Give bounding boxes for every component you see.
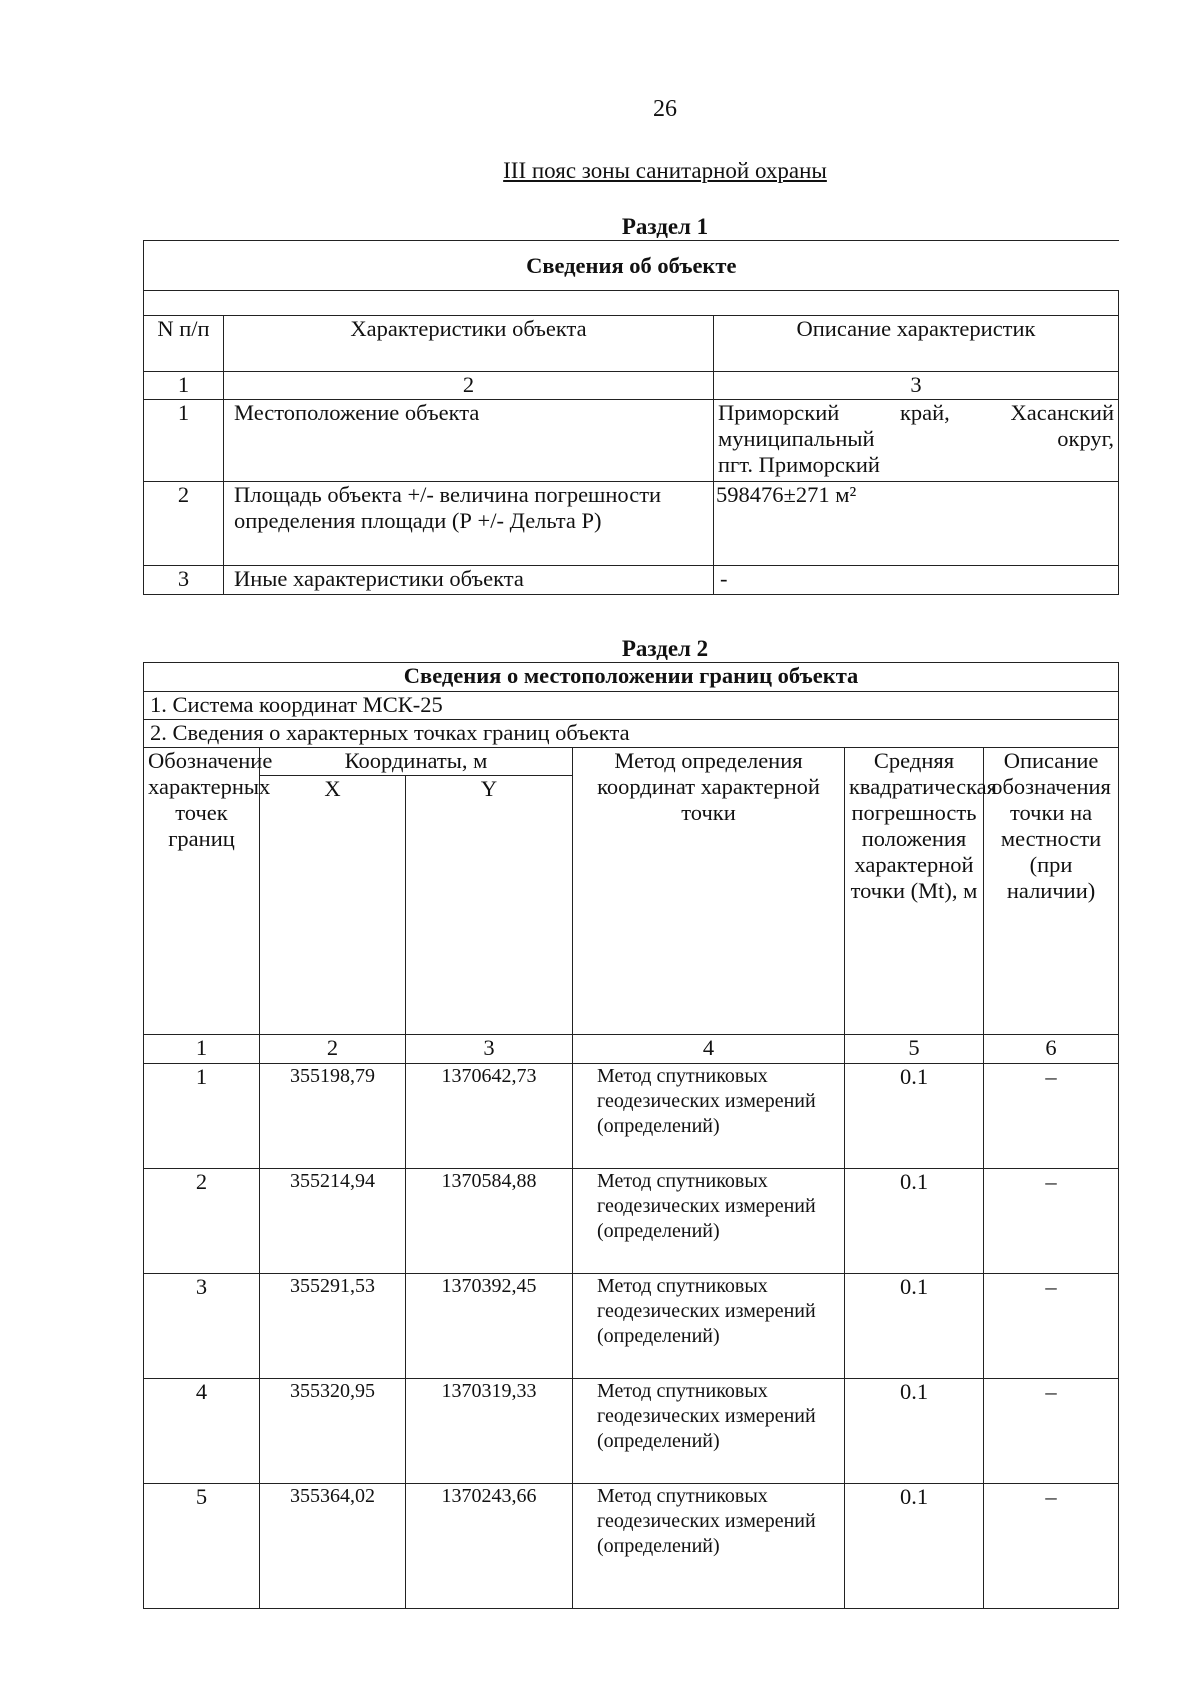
colnum-1: 1 [144,1035,260,1064]
point-method: Метод спутниковых геодезических измерений (определений) [573,1064,845,1169]
point-mt: 0.1 [845,1274,984,1379]
point-number: 4 [144,1379,260,1484]
point-method: Метод спутниковых геодезических измерений (определений) [573,1274,845,1379]
point-y: 1370319,33 [406,1379,573,1484]
empty-row [144,291,1119,316]
colnum-3: 3 [406,1035,573,1064]
point-y: 1370642,73 [406,1064,573,1169]
point-method: Метод спутниковых геодезических измерений (определений) [573,1169,845,1274]
table-row [144,1379,1119,1484]
point-description: – [984,1379,1119,1484]
point-x: 355214,94 [260,1169,406,1274]
header-x: X [260,776,406,1035]
coord-system: 1. Система координат МСК-25 [144,692,1119,720]
row-number: 1 [144,400,224,482]
point-method: Метод спутниковых геодезических измерений (определений) [573,1484,845,1609]
zone-title: III пояс зоны санитарной охраны [503,158,827,183]
boundary-points-table [143,662,1119,1609]
row-characteristic: Иные характеристики объекта [224,566,714,595]
colnum-3: 3 [714,372,1119,400]
table-row [144,1274,1119,1379]
desc-line: пгт. Приморский [718,452,880,477]
point-mt: 0.1 [845,1064,984,1169]
point-number: 3 [144,1274,260,1379]
header-n: N п/п [144,316,224,372]
header-y: Y [406,776,573,1035]
point-description: – [984,1274,1119,1379]
point-mt: 0.1 [845,1169,984,1274]
boundary-table-title: Сведения о местоположении границ объекта [144,663,1119,692]
row-number: 3 [144,566,224,595]
point-description: – [984,1169,1119,1274]
point-number: 1 [144,1064,260,1169]
table-row [144,1169,1119,1274]
point-description: – [984,1064,1119,1169]
header-rmse: Средняя квадратическая погрешность положения характерной точки (Mt), м [845,748,984,1035]
point-x: 355291,53 [260,1274,406,1379]
row-description: - [714,566,1119,595]
section2-heading: Раздел 2 [621,636,709,661]
header-characteristics: Характеристики объекта [224,316,714,372]
row-description: 598476±271 м² [714,482,1119,566]
point-x: 355364,02 [260,1484,406,1609]
row-number: 2 [144,482,224,566]
point-number: 5 [144,1484,260,1609]
colnum-2: 2 [260,1035,406,1064]
header-point-description: Описание обозначения точки на местности (при наличии) [984,748,1119,1035]
row-characteristic: Местоположение объекта [224,400,714,482]
point-method: Метод спутниковых геодезических измерений (определений) [573,1379,845,1484]
colnum-5: 5 [845,1035,984,1064]
point-y: 1370243,66 [406,1484,573,1609]
point-x: 355320,95 [260,1379,406,1484]
points-title: 2. Сведения о характерных точках границ объекта [144,720,1119,748]
point-description: – [984,1484,1119,1609]
colnum-4: 4 [573,1035,845,1064]
row-characteristic: Площадь объекта +/- величина погрешности определения площади (Р +/- Дельта Р) [224,482,714,566]
header-method: Метод определения координат характерной точки [573,748,845,1035]
colnum-6: 6 [984,1035,1119,1064]
colnum-1: 1 [144,372,224,400]
header-designation: Обозначение характерных точек границ [144,748,260,1035]
colnum-2: 2 [224,372,714,400]
object-info-title: Сведения об объекте [144,241,1119,291]
table-row [144,1484,1119,1609]
point-y: 1370392,45 [406,1274,573,1379]
desc-line: муниципальный округ, [718,426,1115,451]
header-description: Описание характеристик [714,316,1119,372]
page-number: 26 [653,96,677,122]
point-y: 1370584,88 [406,1169,573,1274]
row-description [714,400,1119,482]
desc-line: Приморский край, Хасанский [718,400,1115,425]
table-row [144,1064,1119,1169]
header-coordinates: Координаты, м [260,748,573,776]
point-number: 2 [144,1169,260,1274]
point-x: 355198,79 [260,1064,406,1169]
section1-heading: Раздел 1 [621,214,709,239]
point-mt: 0.1 [845,1484,984,1609]
point-mt: 0.1 [845,1379,984,1484]
object-info-table [143,240,1119,595]
